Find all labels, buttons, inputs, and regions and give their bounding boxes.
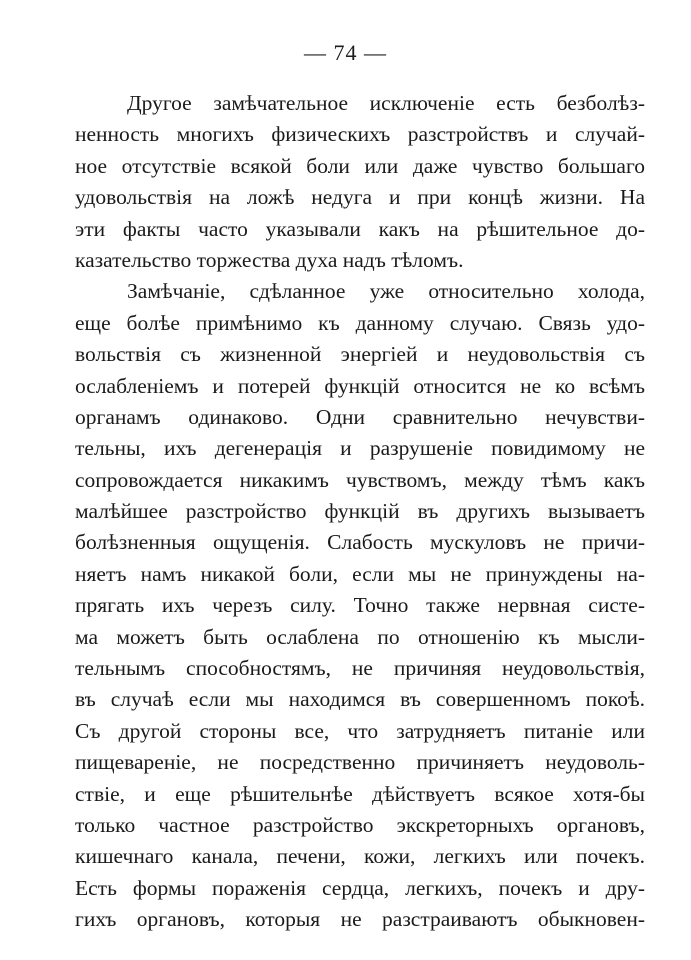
text-line: тельны, ихъ дегенерація и разрушеніе повидимому не: [75, 436, 645, 461]
text-line: органамъ одинаково. Одни сравнительно нечувстви-: [75, 404, 645, 429]
text-line: гихъ органовъ, которыя не разстраиваютъ обыкновен-: [75, 907, 645, 932]
text-line: няетъ намъ никакой боли, если мы не принуждены на-: [75, 561, 645, 586]
text-line: Съ другой стороны все, что затрудняетъ питаніе или: [75, 718, 645, 743]
text-line: ослабленіемъ и потерей функцій относится не ко всѣмъ: [75, 373, 645, 398]
text-line: эти факты часто указывали какъ на рѣшительное до-: [75, 216, 645, 241]
text-line: только частное разстройство экскреторныхъ органовъ,: [75, 812, 645, 837]
text-line: прягать ихъ черезъ силу. Точно также нервная систе-: [75, 593, 645, 618]
text-line: сопровождается никакимъ чувствомъ, между тѣмъ какъ: [75, 467, 645, 492]
text-line: казательство торжества духа надъ тѣломъ.: [75, 247, 464, 272]
text-line: ма можетъ быть ослаблена по отношенію къ мысли-: [75, 624, 645, 649]
text-line: вольствія съ жизненной энергіей и неудовольствія съ: [75, 342, 645, 367]
text-line: Есть формы пораженія сердца, легкихъ, почекъ и дру-: [75, 875, 645, 900]
text-line: ненность многихъ физическихъ разстройствъ и случай-: [75, 122, 645, 147]
paragraph-2: [75, 276, 645, 935]
text-line: Другое замѣчательное исключеніе есть безболѣз-: [127, 91, 645, 115]
text-line: удовольствія на ложѣ недуга и при концѣ жизни. На: [75, 185, 645, 210]
text-line: тельнымъ способностямъ, не причиняя неудовольствія,: [75, 656, 645, 681]
text-line: малѣйшее разстройство функцій въ другихъ вызываетъ: [75, 499, 645, 524]
text-line: пищевареніе, не посредственно причиняетъ неудоволь-: [75, 750, 645, 775]
text-line: еще болѣе примѣнимо къ данному случаю. Связь удо-: [75, 310, 645, 335]
text-line: кишечнаго канала, печени, кожи, легкихъ или почекъ.: [75, 844, 645, 869]
text-line: ствіе, и еще рѣшительнѣе дѣйствуетъ всякое хотя-бы: [75, 781, 645, 806]
text-line: ное отсутствіе всякой боли или даже чувство большаго: [75, 153, 645, 178]
body-text: [75, 88, 645, 936]
paragraph-1: [75, 88, 645, 276]
text-line: болѣзненныя ощущенія. Слабость мускуловъ не причи-: [75, 530, 645, 555]
text-line: въ случаѣ если мы находимся въ совершенномъ покоѣ.: [75, 687, 645, 712]
page-number: — 74 —: [304, 40, 387, 65]
text-line: Замѣчаніе, сдѣланное уже относительно холода,: [127, 279, 645, 304]
